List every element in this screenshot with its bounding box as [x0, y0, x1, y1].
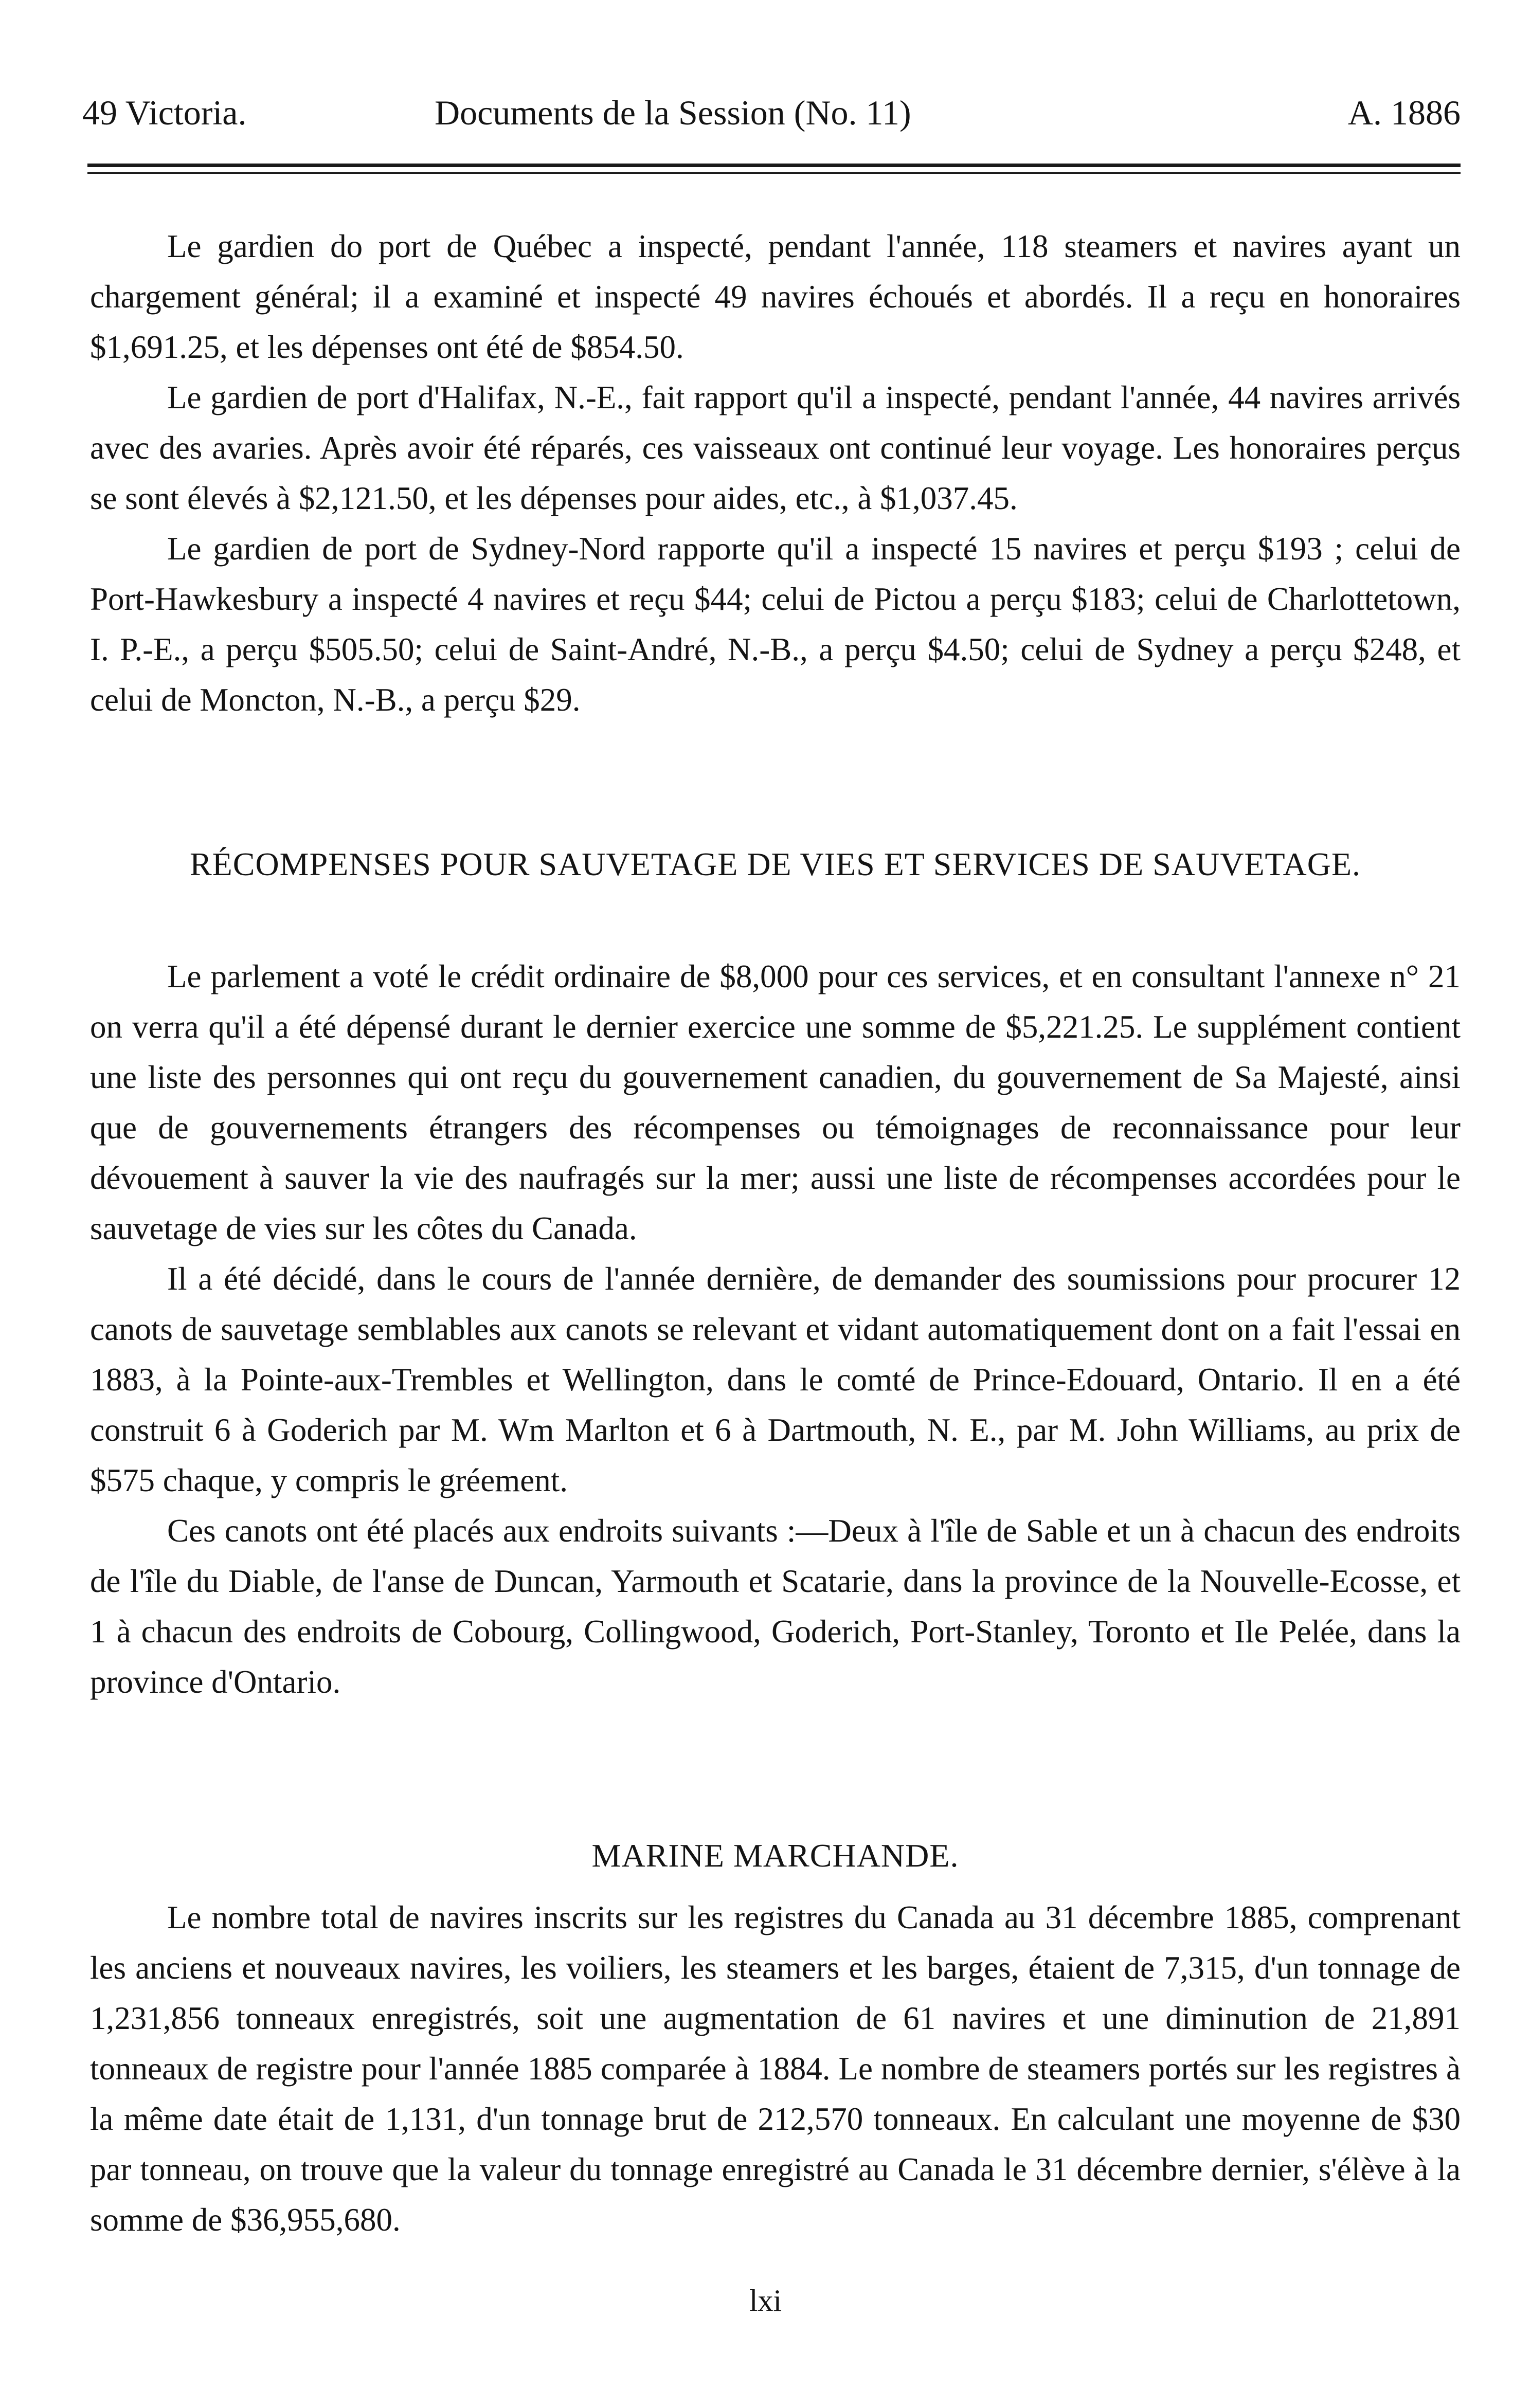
section-merchant-marine: [90, 1892, 1461, 2245]
header-title: Documents de la Session (No. 11): [435, 93, 911, 132]
header-rule-thin: [87, 172, 1461, 174]
running-header: [82, 93, 1461, 149]
paragraph-lifeboats: Il a été décidé, dans le cours de l'année dernière, de demander des soumissions pour procurer 12 canots de sauvetage semblables aux canots se relevant et vidant automatiquement dont on a fait l'essai en 1883, à la Pointe-aux-Trembles et Wellington, dans le comté de Prince-Edouard, Ontario. Il en a été construit 6 à Goderich par M. Wm Marlton et 6 à Dartmouth, N. E., par M. John Williams, au prix de $575 chaque, y compris le gréement.: [90, 1261, 1461, 1498]
paragraph-sydney: Le gardien de port de Sydney-Nord rapporte qu'il a inspecté 15 navires et perçu $193 ; celui de Port-Hawkesbury a inspecté 4 navires et reçu $44; celui de Pictou a perçu $183; celui de Charlottetown, I. P.-E., a perçu $505.50; celui de Saint-André, N.-B., a perçu $4.50; celui de Sydney a perçu $248, et celui de Moncton, N.-B., a perçu $29.: [90, 531, 1461, 718]
paragraph-credit: Le parlement a voté le crédit ordinaire de $8,000 pour ces services, et en consultant l'annexe n° 21 on verra qu'il a été dépensé durant le dernier exercice une somme de $5,221.25. Le supplément contient une liste des personnes qui ont reçu du gouvernement canadien, du gouvernement de Sa Majesté, ainsi que de gouvernements étrangers des récompenses ou témoignages de reconnaissance pour leur dévouement à sauver la vie des naufragés sur la mer; aussi une liste de récompenses accordées pour le sauvetage de vies sur les côtes du Canada.: [90, 958, 1461, 1246]
heading-merchant-marine: MARINE MARCHANDE.: [591, 1837, 959, 1874]
header-volume: 49 Victoria.: [82, 93, 247, 132]
page-number: lxi: [749, 2284, 782, 2318]
paragraph-quebec: Le gardien do port de Québec a inspecté, pendant l'année, 118 steamers et navires ayant un chargement général; il a examiné et inspecté 49 navires échoués et abordés. Il a reçu en honoraires $1,691.25, et les dépenses ont été de $854.50.: [90, 228, 1461, 365]
section-lifesaving: [90, 951, 1461, 1707]
paragraph-placement: Ces canots ont été placés aux endroits suivants :—Deux à l'île de Sable et un à chacun des endroits de l'île du Diable, de l'anse de Duncan, Yarmouth et Scatarie, dans la province de la Nouvelle-Ecosse, et 1 à chacun des endroits de Cobourg, Collingwood, Goderich, Port-Stanley, Toronto et Ile Pelée, dans la province d'Ontario.: [90, 1513, 1461, 1700]
heading-lifesaving: RÉCOMPENSES POUR SAUVETAGE DE VIES ET SERVICES DE SAUVETAGE.: [189, 846, 1361, 882]
section-harbour-masters: [90, 221, 1461, 725]
header-year: A. 1886: [1347, 93, 1461, 132]
header-rule-thick: [87, 164, 1461, 167]
paragraph-registry: Le nombre total de navires inscrits sur les registres du Canada au 31 décembre 1885, comprenant les anciens et nouveaux navires, les voiliers, les steamers et les barges, étaient de 7,315, d'un tonnage de 1,231,856 tonneaux enregistrés, soit une augmentation de 61 navires et une diminution de 21,891 tonneaux de registre pour l'année 1885 comparée à 1884. Le nombre de steamers portés sur les registres à la même date était de 1,131, d'un tonnage brut de 212,570 tonneaux. En calculant une moyenne de $30 par tonneau, on trouve que la valeur du tonnage enregistré au Canada le 31 décembre dernier, s'élève à la somme de $36,955,680.: [90, 1899, 1461, 2238]
paragraph-halifax: Le gardien de port d'Halifax, N.-E., fait rapport qu'il a inspecté, pendant l'année, 44 navires arrivés avec des avaries. Après avoir été réparés, ces vaisseaux ont continué leur voyage. Les honoraires perçus se sont élevés à $2,121.50, et les dépenses pour aides, etc., à $1,037.45.: [90, 379, 1461, 516]
